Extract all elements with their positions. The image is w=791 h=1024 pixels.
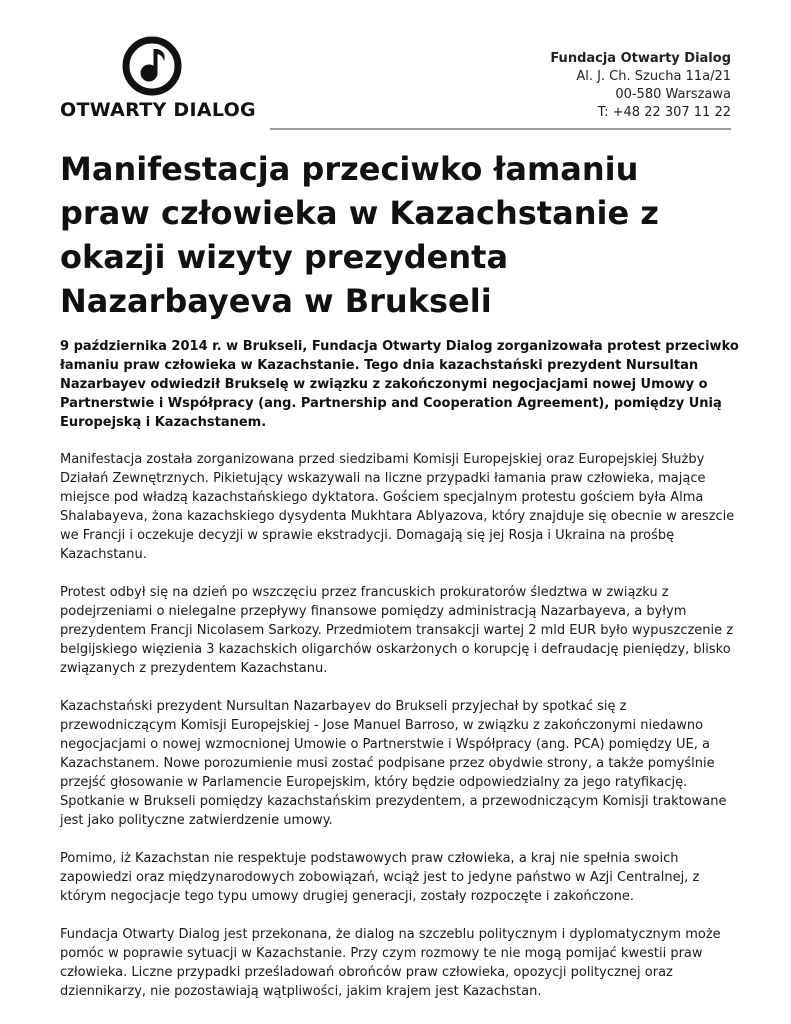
article-paragraph: Protest odbył się na dzień po wszczęciu przez francuskich prokuratorów śledztwa w związku z podejrzeniami o nielegalne przepływy finansowe pomiędzy administracją Nazarbayeva, a byłym prezydentem Francji Nicolasem Sarkozy. Przedmiotem transakcji wartej 2 mld EUR było wypuszczenie z belgijskiego więzienia 3 kazachskich oligarchów oskarżonych o korupcję i defraudację pieniędzy, blisko związanych z prezydentem Kazachstanu.: [60, 585, 734, 676]
organization-address: [550, 50, 731, 122]
article-paragraph: Pomimo, iż Kazachstan nie respektuje podstawowych praw człowieka, a kraj nie spełnia swoich zapowiedzi oraz międzynarodowych zobowiązań, wciąż jest to jedyne państwo w Azji Centralnej, z którym negocjacje tego typu umowy drugiej generacji, zostały rozpoczęte i zakończone.: [60, 851, 700, 904]
header-divider: [270, 128, 731, 130]
article-title: Manifestacja przeciwko łamaniu praw człowieka w Kazachstanie z okazji wizyty prezydenta Nazarbayeva w Brukseli: [60, 150, 659, 320]
logo: [60, 30, 256, 121]
article-paragraph: Manifestacja została zorganizowana przed siedzibami Komisji Europejskiej oraz Europejskiej Służby Działań Zewnętrznych. Pikietujący wskazywali na liczne przypadki łamania praw człowieka, mające miejsce pod władzą kazachstańskiego dyktatora. Gościem specjalnym protestu gościem była Alma Shalabayeva, żona kazachskiego dysydenta Mukhtara Ablyazova, który znajduje się obecnie w areszcie we Francji i oczekuje decyzji w sprawie ekstradycji. Domagają się jej Rosja i Ukraina na prośbę Kazachstanu.: [60, 452, 735, 562]
article-lead: 9 października 2014 r. w Brukseli, Fundacja Otwarty Dialog zorganizowała protest przeciwko łamaniu praw człowieka w Kazachstanie. Tego dnia kazachstański prezydent Nursultan Nazarbayev odwiedził Brukselę w związku z zakończonymi negocjacjami nowej Umowy o Partnerstwie i Współpracy (ang. Partnership and Cooperation Agreement), pomiędzy Unią Europejską i Kazachstanem.: [60, 339, 739, 430]
article-paragraph: Kazachstański prezydent Nursultan Nazarbayev do Brukseli przyjechał by spotkać się z przewodniczącym Komisji Europejskiej - Jose Manuel Barroso, w związku z zakończonymi niedawno negocjacjami o nowej wzmocnionej Umowie o Partnerstwie i Współpracy (ang. PCA) pomiędzy UE, a Kazachstanem. Nowe porozumienie musi zostać podpisane przez obydwie strony, a także pomyślnie przejść głosowanie w Parlamencie Europejskim, który będzie odpowiedzialny za jego ratyfikację. Spotkanie w Brukseli pomiędzy kazachstańskim prezydentem, a przewodniczącym Komisji traktowane jest jako polityczne zatwierdzenie umowy.: [60, 699, 727, 828]
logo-wordmark: OTWARTY DIALOG: [60, 99, 256, 121]
organization-name: Fundacja Otwarty Dialog: [550, 51, 731, 66]
address-city: 00-580 Warszawa: [615, 87, 731, 102]
address-street: Al. J. Ch. Szucha 11a/21: [576, 69, 731, 84]
music-note-circle-logo-icon: [122, 36, 182, 96]
address-phone: T: +48 22 307 11 22: [597, 105, 731, 120]
article-body: [60, 337, 740, 1020]
letterhead: [60, 30, 731, 130]
article-paragraph: Fundacja Otwarty Dialog jest przekonana, że dialog na szczeblu politycznym i dyplomatycznym może pomóc w poprawie sytuacji w Kazachstanie. Przy czym rozmowy te nie mogą pomijać kwestii praw człowieka. Liczne przypadki prześladowań obrońców praw człowieka, opozycji politycznej oraz dziennikarzy, nie pozostawiają wątpliwości, jakim krajem jest Kazachstan.: [60, 927, 721, 999]
